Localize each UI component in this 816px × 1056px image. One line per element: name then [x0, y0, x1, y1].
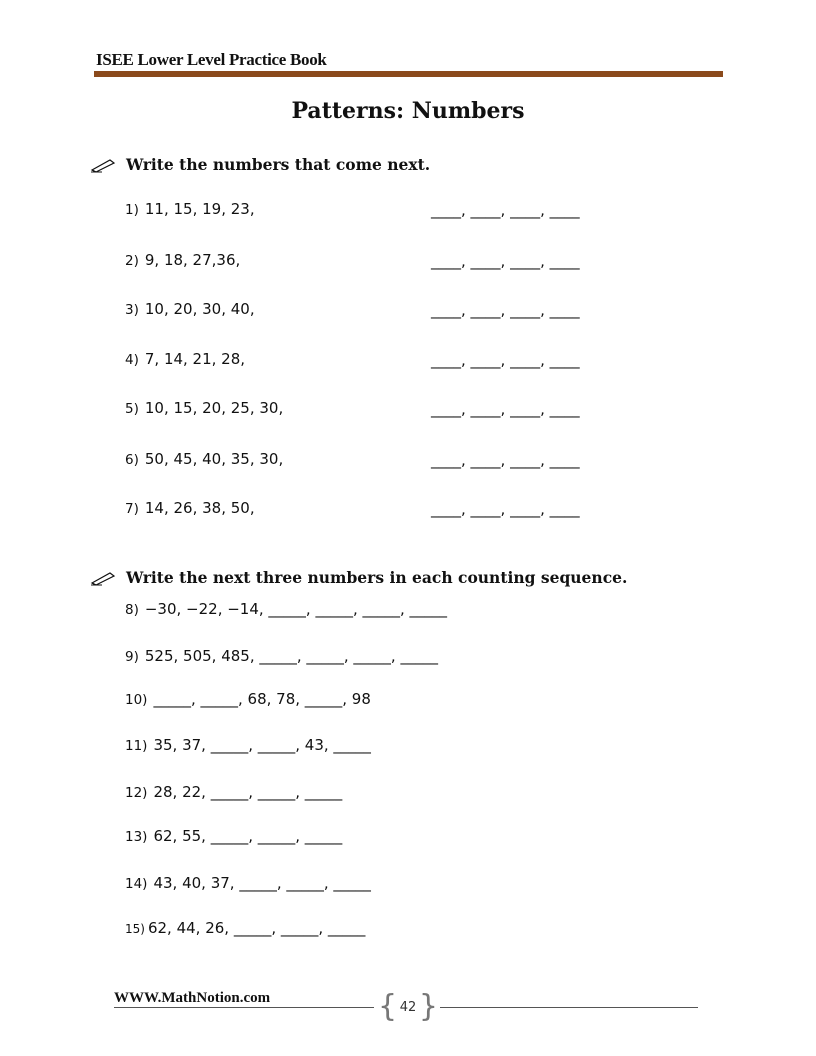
page-number-box — [378, 989, 438, 1024]
question-text: 50, 45, 40, 35, 30, — [144, 450, 284, 468]
question-6 — [125, 450, 283, 468]
header-rule — [94, 71, 723, 77]
pencil-icon — [90, 570, 116, 586]
question-text[interactable]: 43, 40, 37, _____, _____, _____ — [153, 874, 371, 892]
question-15[interactable] — [125, 919, 365, 937]
question-1 — [125, 200, 255, 218]
question-9[interactable] — [125, 647, 438, 665]
question-12[interactable] — [125, 783, 342, 801]
question-number: 4) — [125, 352, 139, 368]
left-bracket-icon: { — [378, 989, 398, 1024]
question-number: 3) — [125, 302, 139, 318]
instruction-1-text: Write the numbers that come next. — [126, 155, 431, 174]
question-text: 11, 15, 19, 23, — [144, 200, 255, 218]
question-number: 15) — [125, 922, 145, 936]
footer-rule-right — [440, 1007, 698, 1008]
question-10[interactable] — [125, 690, 371, 708]
question-4 — [125, 350, 245, 368]
footer-website: WWW.MathNotion.com — [114, 990, 271, 1006]
question-number: 7) — [125, 501, 139, 517]
answer-blanks-2[interactable]: ____, ____, ____, ____ — [431, 252, 580, 270]
answer-blanks-7[interactable]: ____, ____, ____, ____ — [431, 500, 580, 518]
question-text: 9, 18, 27,36, — [144, 251, 241, 269]
question-number: 6) — [125, 452, 139, 468]
answer-blanks-4[interactable]: ____, ____, ____, ____ — [431, 351, 580, 369]
question-number: 2) — [125, 253, 139, 269]
instruction-1 — [90, 155, 430, 174]
question-number: 9) — [125, 649, 139, 665]
question-3 — [125, 300, 255, 318]
question-number: 12) — [125, 785, 148, 801]
question-number: 11) — [125, 738, 148, 754]
question-text: 10, 15, 20, 25, 30, — [144, 399, 284, 417]
question-text[interactable]: _____, _____, 68, 78, _____, 98 — [153, 690, 371, 708]
question-number: 14) — [125, 876, 148, 892]
question-number: 10) — [125, 692, 148, 708]
pencil-icon — [90, 157, 116, 173]
question-text[interactable]: 62, 55, _____, _____, _____ — [153, 827, 343, 845]
instruction-2 — [90, 568, 627, 587]
answer-blanks-5[interactable]: ____, ____, ____, ____ — [431, 400, 580, 418]
question-text[interactable]: 525, 505, 485, _____, _____, _____, _____ — [144, 647, 438, 665]
footer-rule-left — [114, 1007, 374, 1008]
question-7 — [125, 499, 255, 517]
question-text[interactable]: 28, 22, _____, _____, _____ — [153, 783, 343, 801]
question-8[interactable] — [125, 600, 447, 618]
question-text[interactable]: 62, 44, 26, _____, _____, _____ — [147, 919, 366, 937]
answer-blanks-1[interactable]: ____, ____, ____, ____ — [431, 201, 580, 219]
question-text[interactable]: −30, −22, −14, _____, _____, _____, _____ — [144, 600, 448, 618]
answer-blanks-3[interactable]: ____, ____, ____, ____ — [431, 301, 580, 319]
question-text: 14, 26, 38, 50, — [144, 499, 255, 517]
question-5 — [125, 399, 283, 417]
question-13[interactable] — [125, 827, 342, 845]
header-title: ISEE Lower Level Practice Book — [96, 50, 327, 69]
question-number: 13) — [125, 829, 148, 845]
question-2 — [125, 251, 240, 269]
question-number: 5) — [125, 401, 139, 417]
question-text: 10, 20, 30, 40, — [144, 300, 255, 318]
page-title: Patterns: Numbers — [291, 98, 525, 124]
instruction-2-text: Write the next three numbers in each counting sequence. — [126, 568, 628, 587]
question-number: 8) — [125, 602, 139, 618]
right-bracket-icon: } — [418, 989, 438, 1024]
page-number: 42 — [399, 1000, 417, 1015]
question-text: 7, 14, 21, 28, — [144, 350, 246, 368]
question-number: 1) — [125, 202, 139, 218]
question-14[interactable] — [125, 874, 371, 892]
answer-blanks-6[interactable]: ____, ____, ____, ____ — [431, 451, 580, 469]
question-11[interactable] — [125, 736, 371, 754]
question-text[interactable]: 35, 37, _____, _____, 43, _____ — [153, 736, 371, 754]
